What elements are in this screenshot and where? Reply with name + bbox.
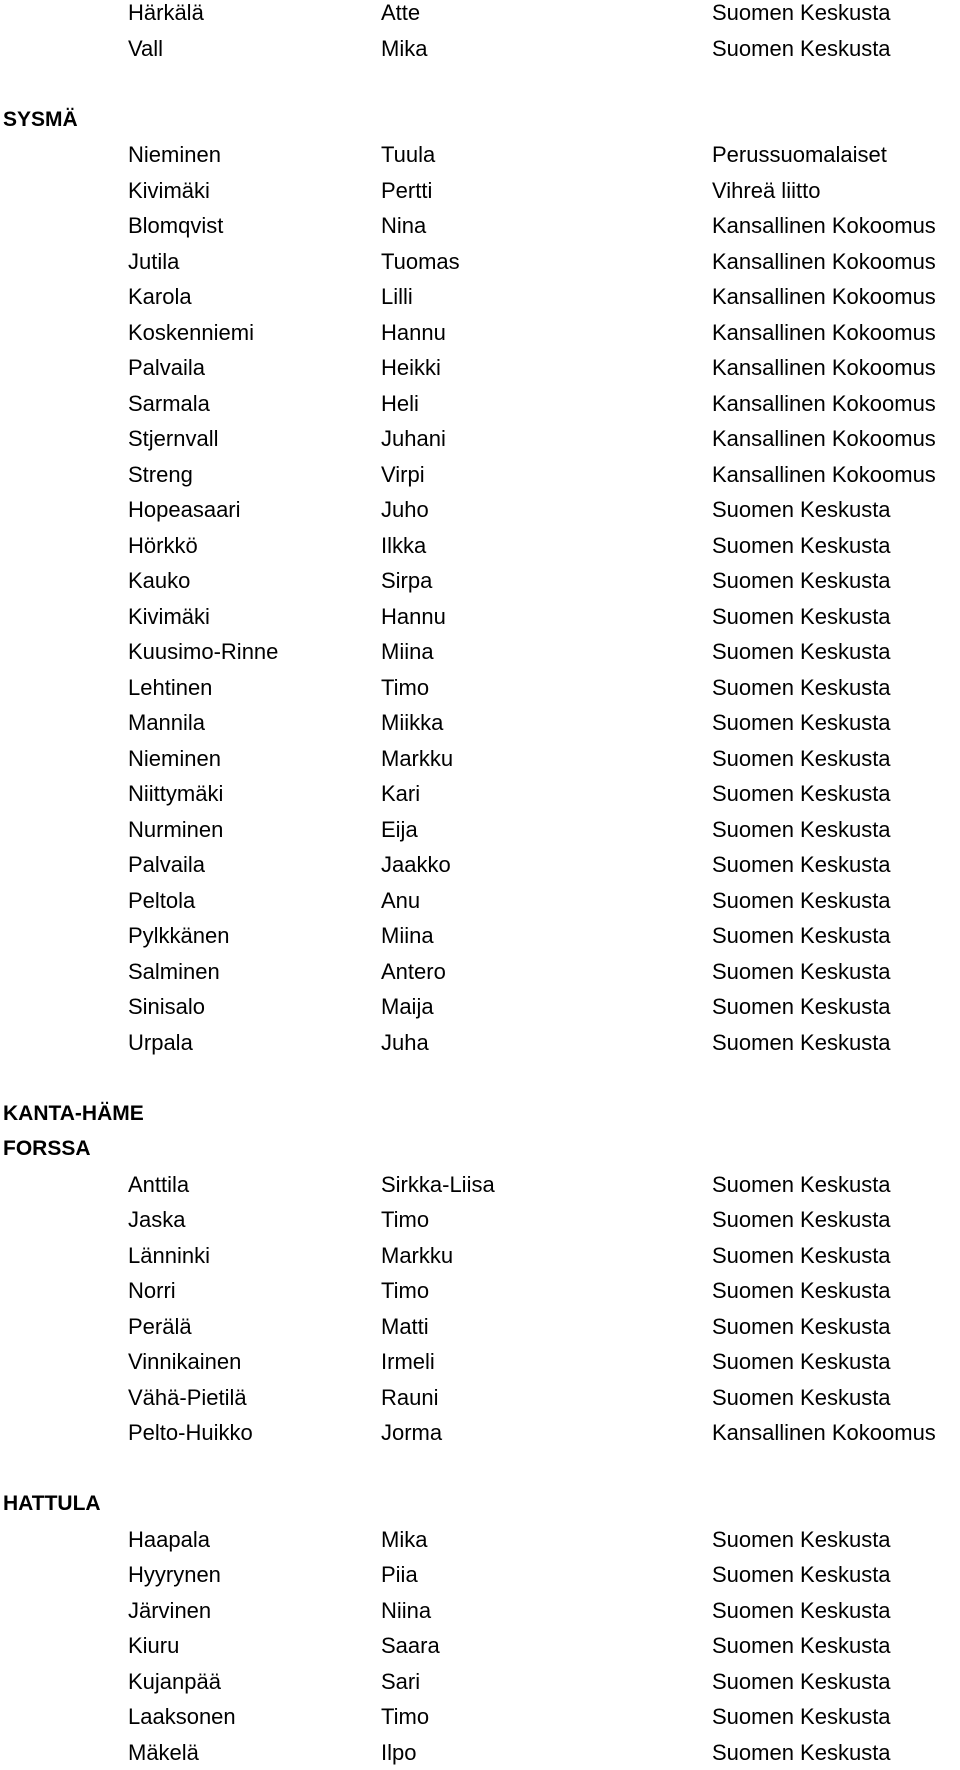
candidate-surname: Järvinen xyxy=(128,1593,211,1629)
candidate-first-name: Piia xyxy=(381,1557,418,1593)
candidate-first-name: Rauni xyxy=(381,1380,438,1416)
candidate-surname: Lehtinen xyxy=(128,670,212,706)
candidate-first-name: Matti xyxy=(381,1309,429,1345)
candidate-row xyxy=(0,31,960,67)
candidate-surname: Jaska xyxy=(128,1202,185,1238)
candidate-party: Kansallinen Kokoomus xyxy=(712,386,936,422)
candidate-first-name: Timo xyxy=(381,1699,429,1735)
candidate-surname: Kiuru xyxy=(128,1628,179,1664)
candidate-party: Suomen Keskusta xyxy=(712,634,891,670)
candidate-party: Suomen Keskusta xyxy=(712,954,891,990)
candidate-surname: Koskenniemi xyxy=(128,315,254,351)
candidate-row xyxy=(0,1557,960,1593)
candidate-row xyxy=(0,457,960,493)
candidate-party: Suomen Keskusta xyxy=(712,1167,891,1203)
candidate-first-name: Niina xyxy=(381,1593,431,1629)
candidate-row xyxy=(0,812,960,848)
candidate-party: Suomen Keskusta xyxy=(712,1593,891,1629)
candidate-party: Suomen Keskusta xyxy=(712,918,891,954)
candidate-party: Kansallinen Kokoomus xyxy=(712,279,936,315)
candidate-surname: Kujanpää xyxy=(128,1664,221,1700)
candidate-surname: Haapala xyxy=(128,1522,210,1558)
candidate-surname: Stjernvall xyxy=(128,421,218,457)
candidate-party: Vihreä liitto xyxy=(712,173,820,209)
candidate-row xyxy=(0,1664,960,1700)
candidate-first-name: Markku xyxy=(381,741,453,777)
candidate-row xyxy=(0,1735,960,1770)
candidate-first-name: Miina xyxy=(381,918,434,954)
candidate-party: Kansallinen Kokoomus xyxy=(712,1415,936,1451)
candidate-surname: Nurminen xyxy=(128,812,223,848)
candidate-first-name: Juho xyxy=(381,492,429,528)
candidate-row xyxy=(0,244,960,280)
candidate-first-name: Jaakko xyxy=(381,847,451,883)
candidate-surname: Pylkkänen xyxy=(128,918,230,954)
candidate-first-name: Ilkka xyxy=(381,528,426,564)
candidate-row xyxy=(0,741,960,777)
candidate-first-name: Kari xyxy=(381,776,420,812)
candidate-row xyxy=(0,1167,960,1203)
candidate-party: Suomen Keskusta xyxy=(712,1202,891,1238)
candidate-party: Kansallinen Kokoomus xyxy=(712,457,936,493)
candidate-surname: Karola xyxy=(128,279,192,315)
candidate-first-name: Ilpo xyxy=(381,1735,416,1770)
candidate-surname: Sinisalo xyxy=(128,989,205,1025)
candidate-party: Suomen Keskusta xyxy=(712,1557,891,1593)
candidate-party: Suomen Keskusta xyxy=(712,1699,891,1735)
candidate-party: Suomen Keskusta xyxy=(712,1628,891,1664)
candidate-row xyxy=(0,1628,960,1664)
candidate-party: Suomen Keskusta xyxy=(712,599,891,635)
candidate-party: Suomen Keskusta xyxy=(712,776,891,812)
candidate-party: Suomen Keskusta xyxy=(712,1025,891,1061)
candidate-party: Suomen Keskusta xyxy=(712,1309,891,1345)
candidate-party: Kansallinen Kokoomus xyxy=(712,315,936,351)
candidate-first-name: Antero xyxy=(381,954,446,990)
candidate-first-name: Timo xyxy=(381,1202,429,1238)
candidate-first-name: Heikki xyxy=(381,350,441,386)
candidate-row xyxy=(0,173,960,209)
candidate-first-name: Mika xyxy=(381,31,427,67)
candidate-surname: Blomqvist xyxy=(128,208,223,244)
candidate-surname: Vinnikainen xyxy=(128,1344,241,1380)
candidate-first-name: Anu xyxy=(381,883,420,919)
candidate-surname: Pelto-Huikko xyxy=(128,1415,253,1451)
candidate-first-name: Hannu xyxy=(381,315,446,351)
municipality-heading: FORSSA xyxy=(3,1131,91,1167)
candidate-surname: Kauko xyxy=(128,563,190,599)
candidate-row xyxy=(0,918,960,954)
candidate-first-name: Sirkka-Liisa xyxy=(381,1167,495,1203)
candidate-first-name: Maija xyxy=(381,989,434,1025)
candidate-party: Suomen Keskusta xyxy=(712,1664,891,1700)
candidate-party: Suomen Keskusta xyxy=(712,31,891,67)
candidate-party: Suomen Keskusta xyxy=(712,989,891,1025)
candidate-first-name: Heli xyxy=(381,386,419,422)
candidate-first-name: Irmeli xyxy=(381,1344,435,1380)
candidate-row xyxy=(0,1238,960,1274)
candidate-row xyxy=(0,137,960,173)
candidate-party: Perussuomalaiset xyxy=(712,137,887,173)
candidate-surname: Perälä xyxy=(128,1309,192,1345)
candidate-row xyxy=(0,705,960,741)
candidate-party: Suomen Keskusta xyxy=(712,528,891,564)
candidate-first-name: Juhani xyxy=(381,421,446,457)
candidate-surname: Urpala xyxy=(128,1025,193,1061)
candidate-row xyxy=(0,1344,960,1380)
candidate-row xyxy=(0,1025,960,1061)
candidate-surname: Salminen xyxy=(128,954,220,990)
candidate-first-name: Tuomas xyxy=(381,244,460,280)
candidate-row xyxy=(0,989,960,1025)
candidate-row xyxy=(0,421,960,457)
candidate-surname: Peltola xyxy=(128,883,195,919)
candidate-first-name: Markku xyxy=(381,1238,453,1274)
candidate-surname: Norri xyxy=(128,1273,176,1309)
candidate-surname: Vall xyxy=(128,31,163,67)
candidate-row xyxy=(0,1202,960,1238)
candidate-row xyxy=(0,1309,960,1345)
candidate-party: Suomen Keskusta xyxy=(712,563,891,599)
municipality-heading: HATTULA xyxy=(3,1486,101,1522)
candidate-party: Suomen Keskusta xyxy=(712,1735,891,1770)
candidate-first-name: Miina xyxy=(381,634,434,670)
candidate-party: Suomen Keskusta xyxy=(712,847,891,883)
candidate-row xyxy=(0,528,960,564)
candidate-surname: Palvaila xyxy=(128,350,205,386)
candidate-first-name: Miikka xyxy=(381,705,443,741)
candidate-row xyxy=(0,1380,960,1416)
municipality-heading: SYSMÄ xyxy=(3,102,78,138)
candidate-row xyxy=(0,1415,960,1451)
candidate-row xyxy=(0,847,960,883)
candidate-row xyxy=(0,1593,960,1629)
candidate-row xyxy=(0,883,960,919)
candidate-surname: Anttila xyxy=(128,1167,189,1203)
candidate-surname: Mannila xyxy=(128,705,205,741)
candidate-row xyxy=(0,279,960,315)
candidate-first-name: Saara xyxy=(381,1628,440,1664)
candidate-surname: Hörkkö xyxy=(128,528,198,564)
candidate-row xyxy=(0,634,960,670)
candidate-party: Suomen Keskusta xyxy=(712,812,891,848)
candidate-party: Kansallinen Kokoomus xyxy=(712,244,936,280)
candidate-surname: Hyyrynen xyxy=(128,1557,221,1593)
candidate-surname: Kuusimo-Rinne xyxy=(128,634,278,670)
candidate-first-name: Juha xyxy=(381,1025,429,1061)
candidate-surname: Palvaila xyxy=(128,847,205,883)
candidate-row xyxy=(0,776,960,812)
candidate-surname: Kivimäki xyxy=(128,599,210,635)
candidate-first-name: Virpi xyxy=(381,457,425,493)
candidate-row xyxy=(0,0,960,31)
candidate-party: Suomen Keskusta xyxy=(712,1238,891,1274)
candidate-surname: Mäkelä xyxy=(128,1735,199,1770)
candidate-party: Suomen Keskusta xyxy=(712,492,891,528)
candidate-party: Suomen Keskusta xyxy=(712,1273,891,1309)
candidate-row xyxy=(0,386,960,422)
candidate-party: Suomen Keskusta xyxy=(712,1522,891,1558)
candidate-row xyxy=(0,563,960,599)
candidate-party: Suomen Keskusta xyxy=(712,741,891,777)
candidate-party: Suomen Keskusta xyxy=(712,1344,891,1380)
candidate-row xyxy=(0,350,960,386)
candidate-surname: Hopeasaari xyxy=(128,492,241,528)
candidate-party: Suomen Keskusta xyxy=(712,705,891,741)
candidate-first-name: Lilli xyxy=(381,279,413,315)
candidate-surname: Vähä-Pietilä xyxy=(128,1380,247,1416)
candidate-party: Kansallinen Kokoomus xyxy=(712,208,936,244)
candidate-surname: Laaksonen xyxy=(128,1699,236,1735)
candidate-party: Suomen Keskusta xyxy=(712,1380,891,1416)
candidate-row xyxy=(0,1699,960,1735)
candidate-surname: Kivimäki xyxy=(128,173,210,209)
candidate-row xyxy=(0,599,960,635)
candidate-party: Suomen Keskusta xyxy=(712,670,891,706)
candidate-surname: Niittymäki xyxy=(128,776,223,812)
candidate-surname: Streng xyxy=(128,457,193,493)
candidate-first-name: Tuula xyxy=(381,137,435,173)
candidate-party: Suomen Keskusta xyxy=(712,883,891,919)
candidate-row xyxy=(0,1522,960,1558)
candidate-row xyxy=(0,492,960,528)
candidate-first-name: Hannu xyxy=(381,599,446,635)
candidate-first-name: Pertti xyxy=(381,173,432,209)
candidate-party: Suomen Keskusta xyxy=(712,0,891,31)
candidate-row xyxy=(0,315,960,351)
candidate-first-name: Timo xyxy=(381,670,429,706)
municipality-heading: KANTA-HÄME xyxy=(3,1096,144,1132)
candidate-first-name: Eija xyxy=(381,812,418,848)
candidate-party: Kansallinen Kokoomus xyxy=(712,350,936,386)
candidate-surname: Sarmala xyxy=(128,386,210,422)
candidate-surname: Jutila xyxy=(128,244,179,280)
candidate-first-name: Mika xyxy=(381,1522,427,1558)
candidate-row xyxy=(0,1273,960,1309)
candidate-surname: Länninki xyxy=(128,1238,210,1274)
candidate-row xyxy=(0,954,960,990)
candidate-first-name: Sirpa xyxy=(381,563,432,599)
candidate-first-name: Sari xyxy=(381,1664,420,1700)
candidate-first-name: Atte xyxy=(381,0,420,31)
candidate-first-name: Timo xyxy=(381,1273,429,1309)
candidate-row xyxy=(0,670,960,706)
candidate-first-name: Jorma xyxy=(381,1415,442,1451)
candidate-first-name: Nina xyxy=(381,208,426,244)
candidate-surname: Nieminen xyxy=(128,137,221,173)
candidate-row xyxy=(0,208,960,244)
candidate-party: Kansallinen Kokoomus xyxy=(712,421,936,457)
candidate-surname: Härkälä xyxy=(128,0,204,31)
candidate-surname: Nieminen xyxy=(128,741,221,777)
